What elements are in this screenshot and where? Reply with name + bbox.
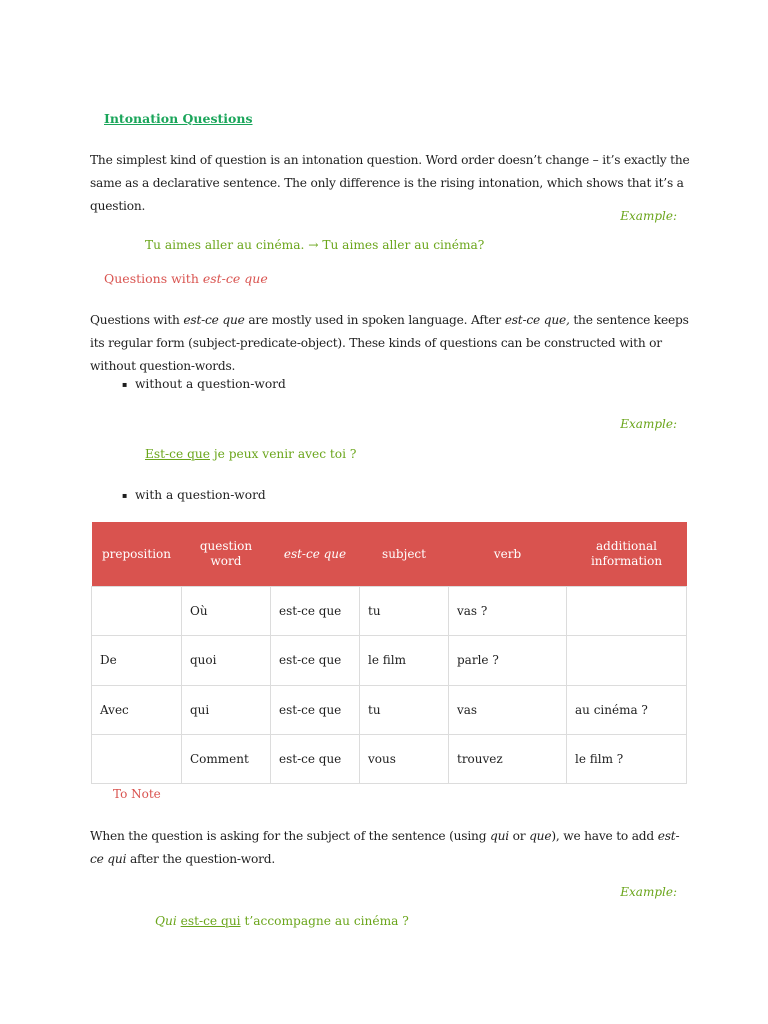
table-cell: est-ce que: [271, 685, 360, 734]
para2-text-2: are mostly used in spoken language. After: [244, 313, 505, 327]
table-row: [92, 636, 687, 685]
bullet-with-question-word: ▪ with a question-word: [135, 488, 266, 502]
table-cell: trouvez: [449, 734, 567, 783]
table-cell: quoi: [182, 636, 271, 685]
bullet-without-question-word: ▪ without a question-word: [135, 377, 286, 391]
table-cell: [92, 587, 182, 636]
table-header-verb: verb: [449, 522, 567, 587]
para3-italic-2: que: [529, 829, 552, 843]
paragraph-subject-question: [90, 825, 690, 871]
example-intonation: Tu aimes aller au cinéma. → Tu aimes aller au cinéma?: [145, 238, 485, 252]
heading-est-ce-que-prefix: Questions with: [104, 271, 203, 286]
example-label-1: Example:: [620, 209, 677, 223]
table-cell: est-ce que: [271, 734, 360, 783]
table-cell: tu: [360, 587, 449, 636]
para2-italic-1: est-ce que: [183, 313, 245, 327]
table-header-subject: subject: [360, 522, 449, 587]
table-header-row: [92, 522, 687, 587]
heading-intonation-questions[interactable]: Intonation Questions: [104, 111, 253, 126]
para3-text-4: after the question-word.: [126, 852, 276, 866]
paragraph-intonation: The simplest kind of question is an intonation question. Word order doesn’t change – it’s exactly the same as a declarative sentence. The only difference is the rising intonation, which shows that it’s a question.: [90, 153, 690, 213]
para2-italic-2: est-ce que,: [504, 313, 570, 327]
para2-text-3: the sentence keeps its regular form (subject-predicate-object). These kinds of questions can be constructed with or without question-words.: [90, 313, 689, 373]
table-row: [92, 685, 687, 734]
para3-text-1: When the question is asking for the subject of the sentence (using: [90, 829, 490, 843]
table-cell: [92, 734, 182, 783]
table-cell: est-ce que: [271, 587, 360, 636]
table-cell: [567, 587, 687, 636]
para3-text-3: ), we have to add: [551, 829, 658, 843]
example3-rest: t’accompagne au cinéma ?: [240, 914, 409, 928]
table-header-question-word: question word: [182, 522, 271, 587]
table-cell: vous: [360, 734, 449, 783]
example-est-ce-qui: [155, 914, 409, 928]
table-cell: le film: [360, 636, 449, 685]
table-header-preposition: preposition: [92, 522, 182, 587]
example-est-ce-que: [145, 447, 356, 461]
example2-underlined: Est-ce que: [145, 447, 210, 461]
example-label-3: Example:: [620, 885, 677, 899]
table-cell: au cinéma ?: [567, 685, 687, 734]
example3-italic: Qui: [155, 914, 177, 928]
para3-text-2: or: [508, 829, 530, 843]
table-header-est-ce-que: est-ce que: [271, 522, 360, 587]
table-cell: Avec: [92, 685, 182, 734]
table-cell: Comment: [182, 734, 271, 783]
table-row: [92, 734, 687, 783]
table-header-additional-information: additional information: [567, 522, 687, 587]
heading-to-note: To Note: [113, 787, 161, 801]
example2-rest: je peux venir avec toi ?: [209, 447, 357, 461]
table-cell: parle ?: [449, 636, 567, 685]
table-cell: vas ?: [449, 587, 567, 636]
question-word-table: [91, 522, 687, 784]
table-cell: tu: [360, 685, 449, 734]
paragraph-est-ce-que: [90, 309, 690, 378]
para3-italic-1: qui: [489, 829, 509, 843]
table-cell: le film ?: [567, 734, 687, 783]
table-cell: [567, 636, 687, 685]
heading-est-ce-que: [104, 271, 268, 286]
heading-est-ce-que-italic: est-ce que: [202, 271, 268, 286]
table-cell: est-ce que: [271, 636, 360, 685]
table-cell: De: [92, 636, 182, 685]
example3-underlined: est-ce qui: [180, 914, 241, 928]
para2-text-1: Questions with: [90, 313, 184, 327]
table-cell: vas: [449, 685, 567, 734]
example-label-2: Example:: [620, 417, 677, 431]
table-cell: qui: [182, 685, 271, 734]
table-cell: Où: [182, 587, 271, 636]
table-row: [92, 587, 687, 636]
para3-italic-3: est-ce qui: [90, 829, 680, 866]
